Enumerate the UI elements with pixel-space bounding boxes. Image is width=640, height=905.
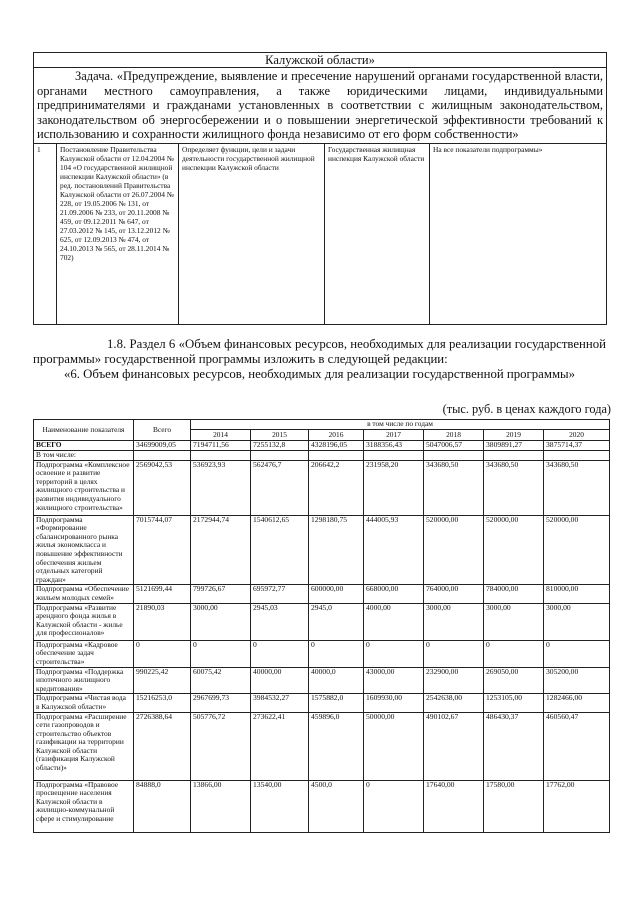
row-year-value: 231958,20 xyxy=(364,460,424,515)
row-year-value: 2172944,74 xyxy=(191,515,251,585)
row-year-value: 520000,00 xyxy=(544,515,610,585)
empty-cell xyxy=(484,451,544,461)
row-year-value: 490102,67 xyxy=(424,712,484,780)
row-year-value: 0 xyxy=(364,640,424,667)
subprogram-row xyxy=(34,603,610,640)
finance-table xyxy=(33,419,610,833)
row-year-value: 3000,00 xyxy=(544,603,610,640)
row-year-value: 4000,00 xyxy=(364,603,424,640)
row-year-value: 3000,00 xyxy=(424,603,484,640)
empty-cell xyxy=(134,451,191,461)
row-year-value: 1298180,75 xyxy=(309,515,364,585)
row-total: 7015744,07 xyxy=(134,515,191,585)
row-year-value: 695972,77 xyxy=(251,585,309,603)
row-year-value: 0 xyxy=(424,640,484,667)
row-name: Подпрограмма «Расширение сети газопроводов и строительство объектов газификации на территории Калужской области (газификация Калужской области)» xyxy=(34,712,134,780)
col-name-header: Наименование показателя xyxy=(34,420,134,441)
row-year-value: 343680,50 xyxy=(424,460,484,515)
row-year-value: 1540612,65 xyxy=(251,515,309,585)
row-total: 15216253,0 xyxy=(134,694,191,712)
row-year-value: 1253105,00 xyxy=(484,694,544,712)
row-year-value: 13540,00 xyxy=(251,780,309,832)
executor: Государственная жилищная инспекция Калужской области xyxy=(325,143,430,324)
subprogram-row xyxy=(34,667,610,694)
row-year-value: 1575882,0 xyxy=(309,694,364,712)
row-year-value: 520000,00 xyxy=(484,515,544,585)
row-total: 5121699,44 xyxy=(134,585,191,603)
row-year-value: 17762,00 xyxy=(544,780,610,832)
row-year-value: 60075,42 xyxy=(191,667,251,694)
row-year-value: 3000,00 xyxy=(484,603,544,640)
row-year-value: 1609930,00 xyxy=(364,694,424,712)
row-year-value: 505776,72 xyxy=(191,712,251,780)
empty-cell xyxy=(364,451,424,461)
empty-cell xyxy=(191,451,251,461)
subprogram-row xyxy=(34,515,610,585)
subprogram-row xyxy=(34,780,610,832)
row-year-value: 3984532,27 xyxy=(251,694,309,712)
subheader-row xyxy=(34,451,610,461)
row-year-value: 206642,2 xyxy=(309,460,364,515)
row-total: 0 xyxy=(134,640,191,667)
row-year-value: 536923,93 xyxy=(191,460,251,515)
total-row xyxy=(34,441,610,451)
row-year-value: 1282466,00 xyxy=(544,694,610,712)
col-years-group-header: в том числе по годам xyxy=(191,420,610,430)
row-year-value: 444005,93 xyxy=(364,515,424,585)
task-cell xyxy=(34,68,607,144)
row-year-value: 562476,7 xyxy=(251,460,309,515)
row-year-value: 799726,67 xyxy=(191,585,251,603)
row-year-value: 0 xyxy=(484,640,544,667)
row-year-value: 3000,00 xyxy=(191,603,251,640)
row-total: 990225,42 xyxy=(134,667,191,694)
row-year-value: 17640,00 xyxy=(424,780,484,832)
row-year-value: 2542638,00 xyxy=(424,694,484,712)
row-year-value: 269050,00 xyxy=(484,667,544,694)
row-year-value: 2945,0 xyxy=(309,603,364,640)
row-year-value: 3809891,27 xyxy=(484,441,544,451)
row-year-value: 486430,37 xyxy=(484,712,544,780)
row-year-value: 0 xyxy=(251,640,309,667)
row-year-value: 0 xyxy=(191,640,251,667)
row-year-value: 0 xyxy=(364,780,424,832)
row-year-value: 50000,00 xyxy=(364,712,424,780)
row-year-value: 7255132,8 xyxy=(251,441,309,451)
indicators: На все показатели подпрограммы» xyxy=(430,143,607,324)
row-year-value: 600000,00 xyxy=(309,585,364,603)
row-name: Подпрограмма «Чистая вода в Калужской области» xyxy=(34,694,134,712)
row-year-value: 343680,50 xyxy=(484,460,544,515)
empty-cell xyxy=(544,451,610,461)
goals-table xyxy=(33,52,607,325)
row-year-value: 459896,0 xyxy=(309,712,364,780)
row-year-value: 2945,03 xyxy=(251,603,309,640)
row-total: 21890,03 xyxy=(134,603,191,640)
row-year-value: 343680,50 xyxy=(544,460,610,515)
row-year-value: 13866,00 xyxy=(191,780,251,832)
row-name: Подпрограмма «Правовое просвещение населения Калужской области в жилищно-коммунальной сфере и стимулирование xyxy=(34,780,134,832)
row-name: Подпрограмма «Кадровое обеспечение задач строительства» xyxy=(34,640,134,667)
row-year-value: 4500,0 xyxy=(309,780,364,832)
row-year-value: 17580,00 xyxy=(484,780,544,832)
col-total-header: Всего xyxy=(134,420,191,441)
section-paragraph xyxy=(33,337,606,367)
row-year-value: 4328196,05 xyxy=(309,441,364,451)
row-total: 34699009,05 xyxy=(134,441,191,451)
subprogram-row xyxy=(34,640,610,667)
year-header: 2016 xyxy=(309,430,364,441)
row-name: Подпрограмма «Комплексное освоение и развитие территорий в целях жилищного строительства и развития индивидуального жилищного строительства» xyxy=(34,460,134,515)
row-year-value: 43000,00 xyxy=(364,667,424,694)
year-header: 2018 xyxy=(424,430,484,441)
subprogram-row xyxy=(34,694,610,712)
row-year-value: 810000,00 xyxy=(544,585,610,603)
row-year-value: 520000,00 xyxy=(424,515,484,585)
row-year-value: 460560,47 xyxy=(544,712,610,780)
row-year-value: 784000,00 xyxy=(484,585,544,603)
row-total: 84888,0 xyxy=(134,780,191,832)
row-year-value: 668000,00 xyxy=(364,585,424,603)
legal-basis: Постановление Правительства Калужской области от 12.04.2004 № 104 «О государственной жилищной инспекции Калужской области» (в ред. постановлений Правительства Калужской области от 26.07.2004 № 228, от 19.05.2006 № 131, от 21.09.2006 № 233, от 20.11.2008 № 459, от 09.12.2011 № 647, от 27.03.2012 № 145, от 13.12.2012 № 625, от 12.09.2013 № 474, от 24.10.2013 № 565, от 28.11.2014 № 702) xyxy=(57,143,179,324)
empty-cell xyxy=(251,451,309,461)
row-total: 2726388,64 xyxy=(134,712,191,780)
row-name: Подпрограмма «Развитие арендного фонда жилья в Калужской области - жилье для профессионалов» xyxy=(34,603,134,640)
row-year-value: 273622,41 xyxy=(251,712,309,780)
row-year-value: 7194711,56 xyxy=(191,441,251,451)
year-header: 2017 xyxy=(364,430,424,441)
row-year-value: 764000,00 xyxy=(424,585,484,603)
row-year-value: 305200,00 xyxy=(544,667,610,694)
subheader-label: В том числе: xyxy=(34,451,134,461)
row-year-value: 3875714,37 xyxy=(544,441,610,451)
row-name: Подпрограмма «Формирование сбалансированного рынка жилья экономкласса и повышение эффективности обеспечения жильем отдельных категорий граждан» xyxy=(34,515,134,585)
row-year-value: 232900,00 xyxy=(424,667,484,694)
row-year-value: 5047006,57 xyxy=(424,441,484,451)
subprogram-row xyxy=(34,585,610,603)
row-name: Подпрограмма «Обеспечение жильем молодых семей» xyxy=(34,585,134,603)
function-description: Определяет функции, цели и задачи деятельности государственной жилищной инспекции Калужской области xyxy=(179,143,325,324)
year-header: 2014 xyxy=(191,430,251,441)
row-year-value: 40000,00 xyxy=(251,667,309,694)
subprogram-row xyxy=(34,712,610,780)
empty-cell xyxy=(309,451,364,461)
row-year-value: 2967699,73 xyxy=(191,694,251,712)
section-title: «6. Объем финансовых ресурсов, необходимых для реализации государственной программы» xyxy=(63,367,576,381)
row-year-value: 0 xyxy=(309,640,364,667)
year-header: 2020 xyxy=(544,430,610,441)
row-name: Подпрограмма «Поддержка ипотечного жилищного кредитования» xyxy=(34,667,134,694)
region-title: Калужской области» xyxy=(34,53,607,68)
year-header: 2019 xyxy=(484,430,544,441)
year-header: 2015 xyxy=(251,430,309,441)
empty-cell xyxy=(424,451,484,461)
row-year-value: 0 xyxy=(544,640,610,667)
subprogram-row xyxy=(34,460,610,515)
row-number: 1 xyxy=(34,143,57,324)
units-note: (тыс. руб. в ценах каждого года) xyxy=(442,402,611,416)
task-text: Задача. «Предупреждение, выявление и пресечение нарушений органами государственной власти, органами местного самоуправления, а также юридическими лицами, индивидуальными предпринимателями и гражданами установленных в соответствии с жилищным законодательством, законодательством об энергосбережении и о повышении энергетической эффективности требований к использованию и сохранности жилищного фонда независимо от его форм собственности» xyxy=(37,69,604,142)
row-total: 2569042,53 xyxy=(134,460,191,515)
section-text: 1.8. Раздел 6 «Объем финансовых ресурсов, необходимых для реализации государственной программы» государственной программы изложить в следующей редакции: xyxy=(33,337,606,366)
row-year-value: 3188356,43 xyxy=(364,441,424,451)
row-year-value: 40000,0 xyxy=(309,667,364,694)
row-name: ВСЕГО xyxy=(34,441,134,451)
